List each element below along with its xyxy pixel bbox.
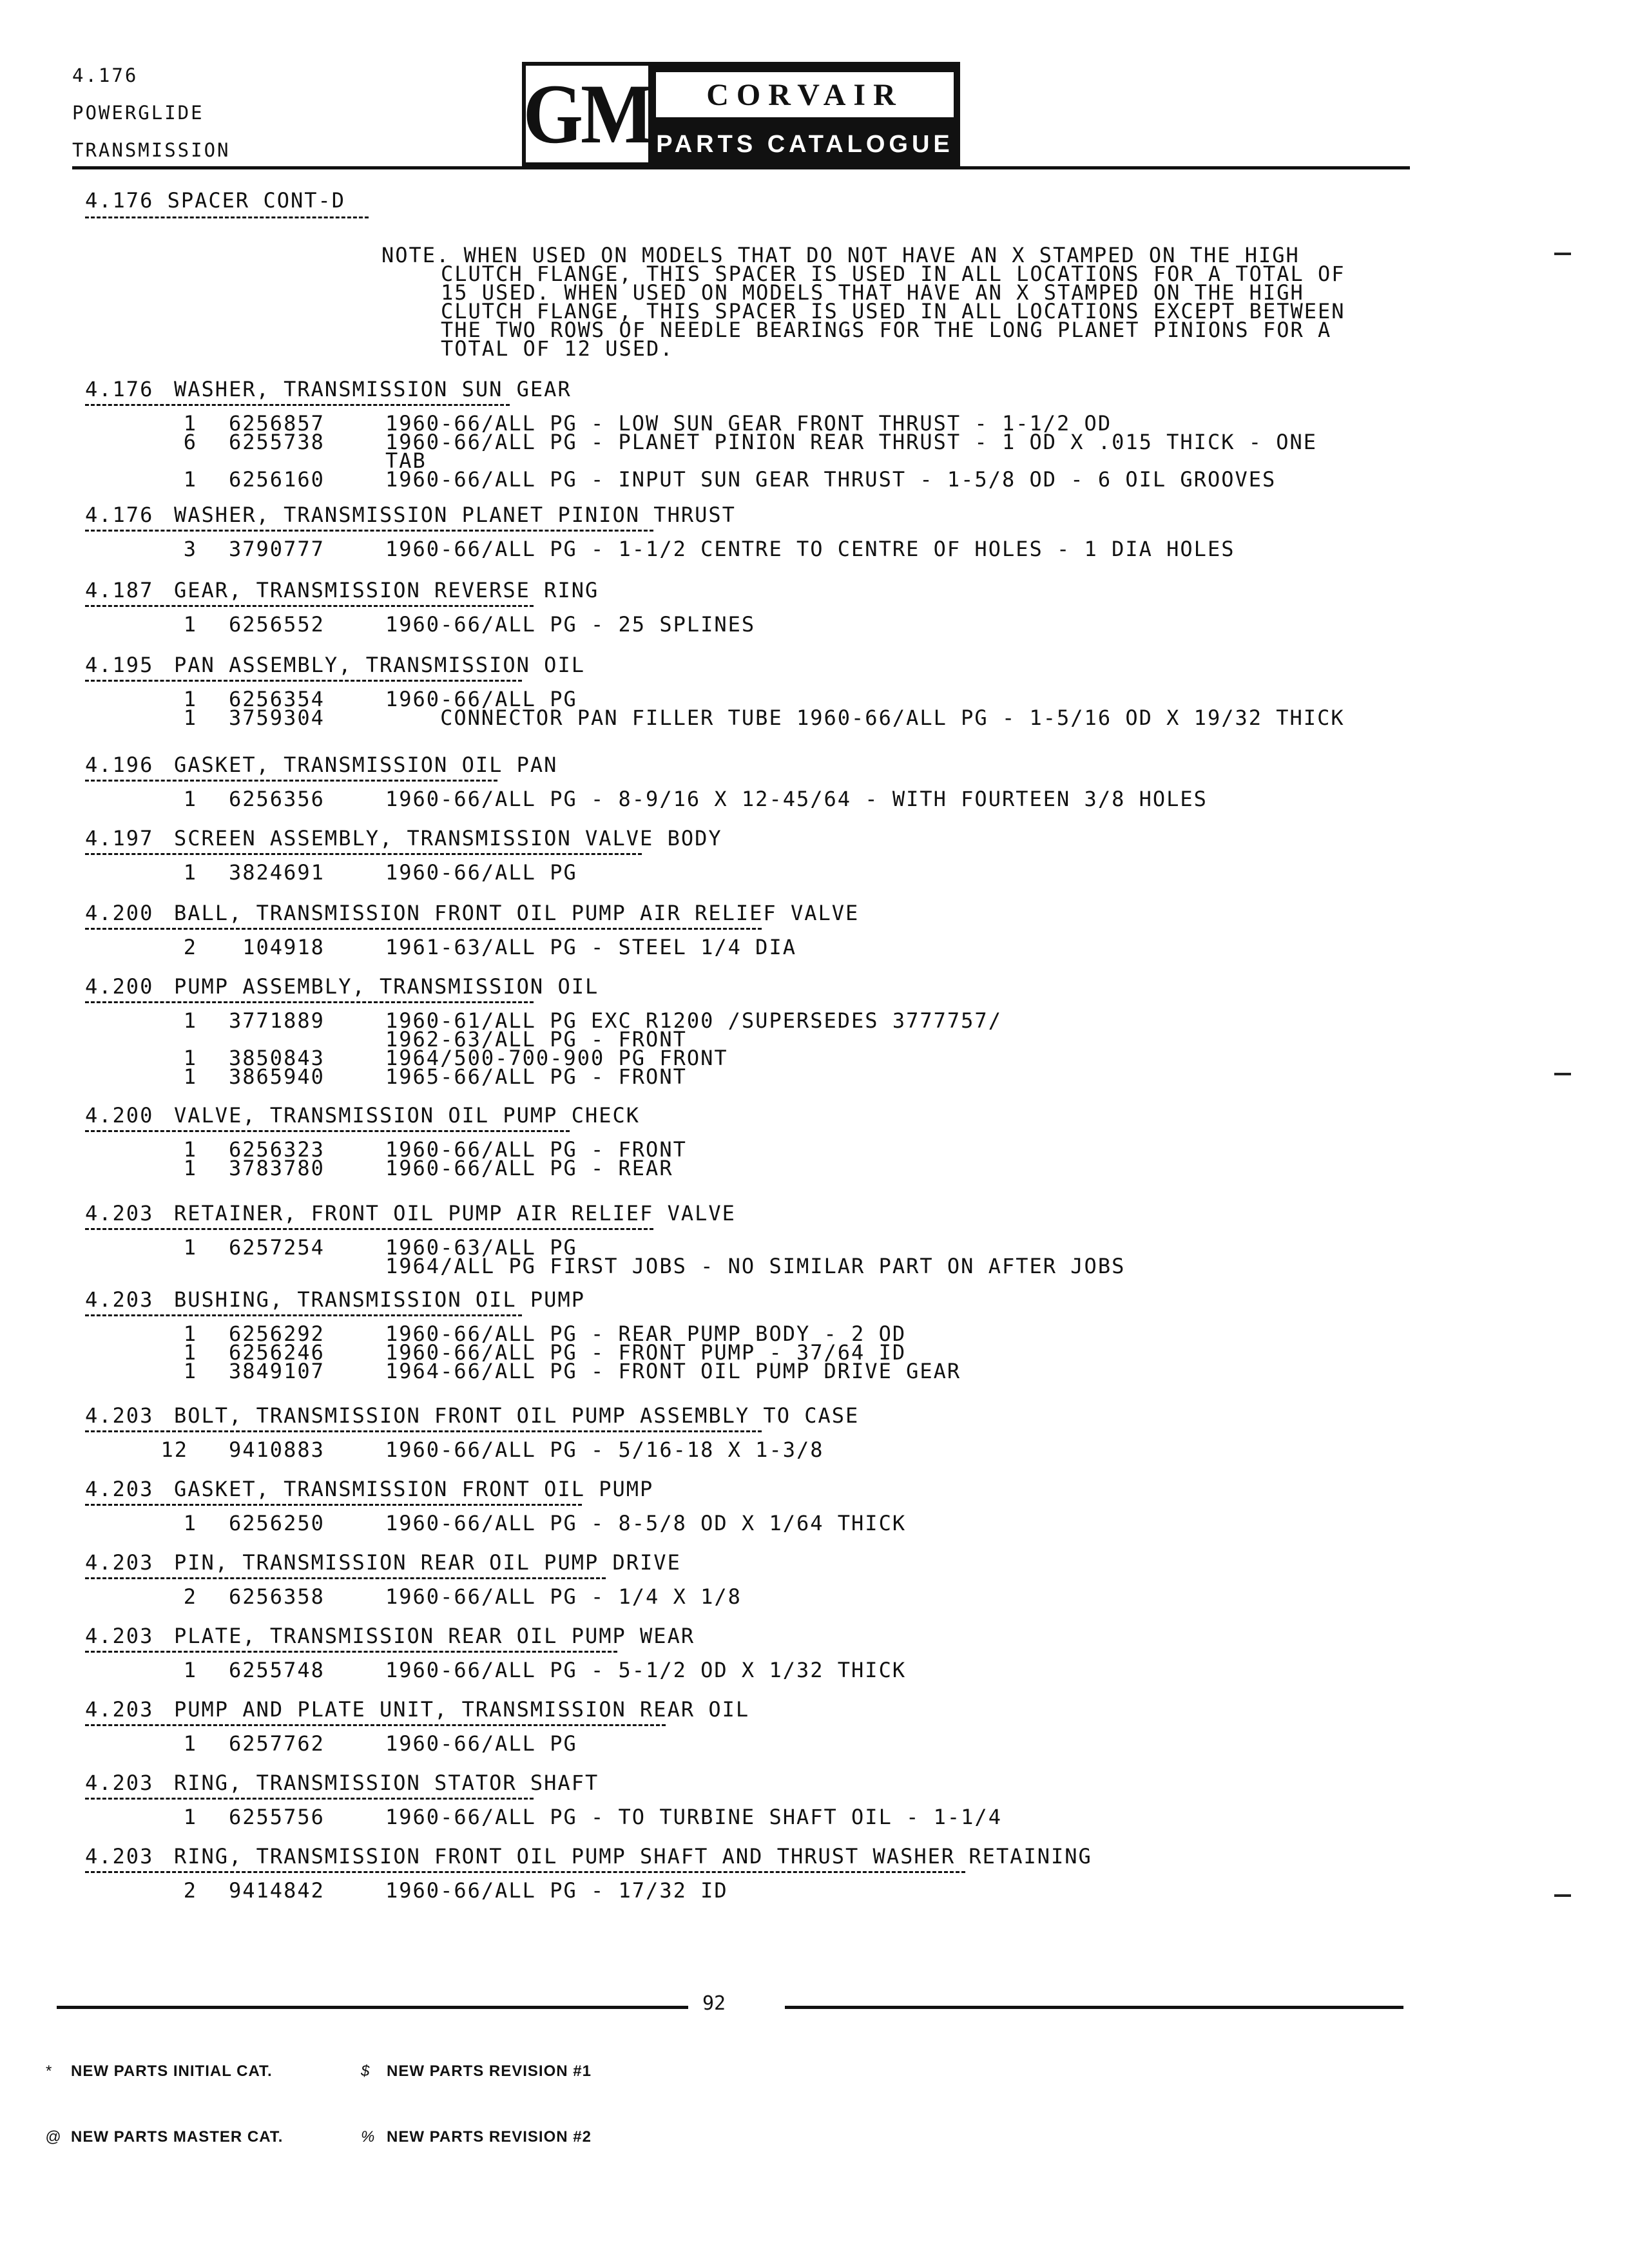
part-description: 1960-66/ALL PG - INPUT SUN GEAR THRUST - 1-5/8 OD - 6 OIL GROOVES (385, 467, 1277, 492)
note-line: THE TWO ROWS OF NEEDLE BEARINGS FOR THE LONG PLANET PINIONS FOR A (441, 318, 1332, 342)
page-number: 92 (702, 1992, 726, 2015)
part-quantity: 1 (183, 1008, 197, 1033)
spacer-note (381, 243, 1345, 361)
part-quantity: 1 (183, 1235, 197, 1260)
section-title: PIN, TRANSMISSION REAR OIL PUMP DRIVE (174, 1550, 681, 1575)
section-number: 4.203 (85, 1697, 154, 1722)
part-quantity: 2 (183, 935, 197, 959)
part-number: 104918 (229, 935, 325, 959)
part-number: 6257254 (229, 1235, 325, 1260)
section-title: GASKET, TRANSMISSION OIL PAN (174, 753, 558, 777)
part-quantity: 12 (160, 1437, 188, 1462)
part-description: 1960-66/ALL PG - 5-1/2 OD X 1/32 THICK (385, 1658, 907, 1682)
part-description: 1960-66/ALL PG - 1-1/2 CENTRE TO CENTRE OF HOLES - 1 DIA HOLES (385, 537, 1235, 561)
section-number: 4.176 (85, 503, 154, 527)
legend-text: NEW PARTS MASTER CAT. (71, 2128, 284, 2146)
part-quantity: 1 (183, 687, 197, 711)
section-underline (85, 853, 642, 855)
part-number: 6256354 (229, 687, 325, 711)
corvair-box (656, 72, 954, 117)
part-quantity: 2 (183, 1878, 197, 1903)
part-quantity: 1 (183, 706, 197, 730)
footer-rule-right (785, 2006, 1403, 2009)
section-underline (85, 1798, 534, 1800)
section-title: BUSHING, TRANSMISSION OIL PUMP (174, 1287, 585, 1312)
legend-right (361, 2017, 592, 2170)
section-number: 4.176 (85, 377, 154, 401)
part-number: 6256250 (229, 1511, 325, 1535)
section-title: WASHER, TRANSMISSION PLANET PINION THRUST (174, 503, 736, 527)
legend-item (45, 2061, 283, 2082)
part-number: 9410883 (229, 1437, 325, 1462)
section-number: 4.195 (85, 653, 154, 677)
part-number: 6256857 (229, 411, 325, 436)
part-number: 6256323 (229, 1137, 325, 1162)
part-number: 3759304 (229, 706, 325, 730)
part-quantity: 3 (183, 537, 197, 561)
part-description: 1960-66/ALL PG - 1/4 X 1/8 (385, 1584, 742, 1609)
section-underline (85, 680, 522, 682)
part-description: 1960-66/ALL PG (385, 860, 577, 885)
part-quantity: 6 (183, 430, 197, 454)
legend-text: NEW PARTS INITIAL CAT. (71, 2062, 273, 2080)
legend-symbol: % (361, 2128, 376, 2146)
part-quantity: 1 (183, 612, 197, 637)
part-number: 3783780 (229, 1156, 325, 1180)
part-description: 1960-66/ALL PG - PLANET PINION REAR THRUST - 1 OD X .015 THICK - ONE (385, 430, 1318, 454)
margin-mark (1554, 1073, 1571, 1075)
section-underline (85, 1724, 666, 1726)
footer-rule-left (57, 2006, 688, 2009)
legend-symbol: @ (45, 2128, 62, 2146)
parts-catalogue-label: PARTS CATALOGUE (656, 130, 954, 158)
part-description: 1960-61/ALL PG EXC R1200 /SUPERSEDES 3777757/ (385, 1008, 1002, 1033)
note-line: NOTE. WHEN USED ON MODELS THAT DO NOT HAVE AN X STAMPED ON THE HIGH (381, 243, 1300, 267)
part-description: 1960-66/ALL PG - FRONT (385, 1137, 687, 1162)
header-line-powerglide: POWERGLIDE (72, 102, 204, 124)
section-number: 4.200 (85, 901, 154, 925)
section-title: BALL, TRANSMISSION FRONT OIL PUMP AIR RELIEF VALVE (174, 901, 860, 925)
section-title: RETAINER, FRONT OIL PUMP AIR RELIEF VALVE (174, 1201, 736, 1225)
part-description: 1960-63/ALL PG (385, 1235, 577, 1260)
part-description: 1964-66/ALL PG - FRONT OIL PUMP DRIVE GEAR (385, 1359, 961, 1383)
section-underline (85, 928, 762, 930)
part-quantity: 1 (183, 411, 197, 436)
margin-mark (1554, 253, 1571, 255)
part-description: 1960-66/ALL PG - TO TURBINE SHAFT OIL - 1-1/4 (385, 1805, 1002, 1829)
part-number: 6255756 (229, 1805, 325, 1829)
section-title: PAN ASSEMBLY, TRANSMISSION OIL (174, 653, 585, 677)
section-title: PLATE, TRANSMISSION REAR OIL PUMP WEAR (174, 1624, 695, 1648)
note-line: CLUTCH FLANGE, THIS SPACER IS USED IN ALL LOCATIONS EXCEPT BETWEEN (441, 299, 1345, 323)
section-underline (85, 1130, 570, 1132)
section-underline (85, 1651, 617, 1653)
part-number: 3790777 (229, 537, 325, 561)
section-number: 4.203 (85, 1477, 154, 1501)
legend-symbol: * (45, 2062, 52, 2080)
section-title: PUMP AND PLATE UNIT, TRANSMISSION REAR OIL (174, 1697, 750, 1722)
note-line: TOTAL OF 12 USED. (441, 336, 674, 361)
part-description: 1960-66/ALL PG - REAR PUMP BODY - 2 OD (385, 1321, 907, 1346)
part-number: 3771889 (229, 1008, 325, 1033)
section-title: GEAR, TRANSMISSION REVERSE RING (174, 578, 599, 602)
section-underline (85, 1577, 606, 1579)
part-number: 3849107 (229, 1359, 325, 1383)
section-number: 4.203 (85, 1844, 154, 1869)
part-quantity: 1 (183, 1731, 197, 1756)
part-quantity: 1 (183, 1064, 197, 1089)
part-number: 6256552 (229, 612, 325, 637)
part-quantity: 1 (183, 1359, 197, 1383)
part-number: 6256358 (229, 1584, 325, 1609)
part-description: 1960-66/ALL PG (385, 1731, 577, 1756)
part-quantity: 1 (183, 467, 197, 492)
part-quantity: 1 (183, 1137, 197, 1162)
section-underline (85, 1430, 762, 1432)
part-number: 3850843 (229, 1046, 325, 1070)
part-description: 1960-66/ALL PG - 17/32 ID (385, 1878, 728, 1903)
section-title: BOLT, TRANSMISSION FRONT OIL PUMP ASSEMBLY TO CASE (174, 1403, 860, 1428)
section-number: 4.196 (85, 753, 154, 777)
header-block (72, 57, 231, 169)
part-quantity: 1 (183, 1156, 197, 1180)
legend-text: NEW PARTS REVISION #1 (387, 2062, 592, 2080)
part-number: 9414842 (229, 1878, 325, 1903)
section-number: 4.203 (85, 1624, 154, 1648)
part-description: 1964/ALL PG FIRST JOBS - NO SIMILAR PART ON AFTER JOBS (385, 1254, 1126, 1278)
note-line: CLUTCH FLANGE, THIS SPACER IS USED IN ALL LOCATIONS FOR A TOTAL OF (441, 262, 1345, 286)
section-heading-text: 4.176 SPACER CONT-D (85, 188, 346, 213)
part-number: 6256160 (229, 467, 325, 492)
part-description: TAB (385, 448, 427, 473)
legend-item (361, 2126, 592, 2148)
gm-corvair-logo (522, 62, 960, 166)
part-description: 1960-66/ALL PG - 8-5/8 OD X 1/64 THICK (385, 1511, 907, 1535)
section-number: 4.203 (85, 1403, 154, 1428)
corvair-brand: CORVAIR (706, 77, 903, 112)
section-underline (85, 530, 653, 532)
section-underline (85, 1001, 534, 1003)
section-number: 4.200 (85, 974, 154, 999)
part-description: 1964/500-700-900 PG FRONT (385, 1046, 728, 1070)
section-underline (85, 404, 510, 406)
section-underline (85, 780, 497, 782)
part-quantity: 1 (183, 1805, 197, 1829)
part-description: 1960-66/ALL PG - 8-9/16 X 12-45/64 - WITH FOURTEEN 3/8 HOLES (385, 787, 1208, 811)
legend-item (361, 2061, 592, 2082)
legend-text: NEW PARTS REVISION #2 (387, 2128, 592, 2146)
section-title: SCREEN ASSEMBLY, TRANSMISSION VALVE BODY (174, 826, 722, 850)
part-description: 1960-66/ALL PG - LOW SUN GEAR FRONT THRUST - 1-1/2 OD (385, 411, 1112, 436)
part-quantity: 1 (183, 1340, 197, 1365)
legend-symbol: $ (361, 2062, 371, 2080)
section-title: VALVE, TRANSMISSION OIL PUMP CHECK (174, 1103, 641, 1128)
part-number: 6255748 (229, 1658, 325, 1682)
section-number: 4.200 (85, 1103, 154, 1128)
part-quantity: 1 (183, 1321, 197, 1346)
section-number: 4.197 (85, 826, 154, 850)
section-title: PUMP ASSEMBLY, TRANSMISSION OIL (174, 974, 599, 999)
section-underline (85, 605, 534, 607)
part-description: 1960-66/ALL PG - FRONT PUMP - 37/64 ID (385, 1340, 907, 1365)
part-quantity: 1 (183, 1658, 197, 1682)
section-underline (85, 1228, 653, 1230)
section-number: 4.203 (85, 1201, 154, 1225)
section-number: 4.203 (85, 1550, 154, 1575)
section-underline (85, 216, 369, 218)
header-rule (72, 166, 1410, 169)
part-quantity: 1 (183, 787, 197, 811)
section-number: 4.203 (85, 1287, 154, 1312)
part-description: 1960-66/ALL PG (385, 687, 577, 711)
part-number: 3824691 (229, 860, 325, 885)
section-number: 4.203 (85, 1771, 154, 1795)
section-title: GASKET, TRANSMISSION FRONT OIL PUMP (174, 1477, 654, 1501)
part-description: CONNECTOR PAN FILLER TUBE 1960-66/ALL PG - 1-5/16 OD X 19/32 THICK (385, 706, 1345, 730)
part-quantity: 1 (183, 860, 197, 885)
part-description: 1965-66/ALL PG - FRONT (385, 1064, 687, 1089)
gm-logo-box (523, 66, 651, 162)
part-number: 6255738 (229, 430, 325, 454)
section-underline (85, 1314, 522, 1316)
part-description: 1960-66/ALL PG - 25 SPLINES (385, 612, 756, 637)
section-title: RING, TRANSMISSION FRONT OIL PUMP SHAFT AND THRUST WASHER RETAINING (174, 1844, 1092, 1869)
part-quantity: 1 (183, 1046, 197, 1070)
part-quantity: 1 (183, 1511, 197, 1535)
part-number: 6256356 (229, 787, 325, 811)
header-line-transmission: TRANSMISSION (72, 139, 231, 161)
part-number: 3865940 (229, 1064, 325, 1089)
section-underline (85, 1871, 965, 1873)
part-number: 6256246 (229, 1340, 325, 1365)
part-description: 1960-66/ALL PG - REAR (385, 1156, 673, 1180)
section-title: RING, TRANSMISSION STATOR SHAFT (174, 1771, 599, 1795)
section-title: WASHER, TRANSMISSION SUN GEAR (174, 377, 572, 401)
note-line: 15 USED. WHEN USED ON MODELS THAT HAVE AN X STAMPED ON THE HIGH (441, 280, 1304, 305)
part-description: 1961-63/ALL PG - STEEL 1/4 DIA (385, 935, 796, 959)
part-number: 6256292 (229, 1321, 325, 1346)
part-quantity: 2 (183, 1584, 197, 1609)
part-description: 1962-63/ALL PG - FRONT (385, 1027, 687, 1052)
part-number: 6257762 (229, 1731, 325, 1756)
section-underline (85, 1504, 582, 1506)
margin-mark (1554, 1894, 1571, 1897)
section-code: 4.176 (72, 64, 139, 86)
gm-logo-letters: GM (523, 66, 651, 161)
section-number: 4.187 (85, 578, 154, 602)
part-description: 1960-66/ALL PG - 5/16-18 X 1-3/8 (385, 1437, 824, 1462)
legend-item (45, 2126, 283, 2148)
legend-left (45, 2017, 283, 2170)
